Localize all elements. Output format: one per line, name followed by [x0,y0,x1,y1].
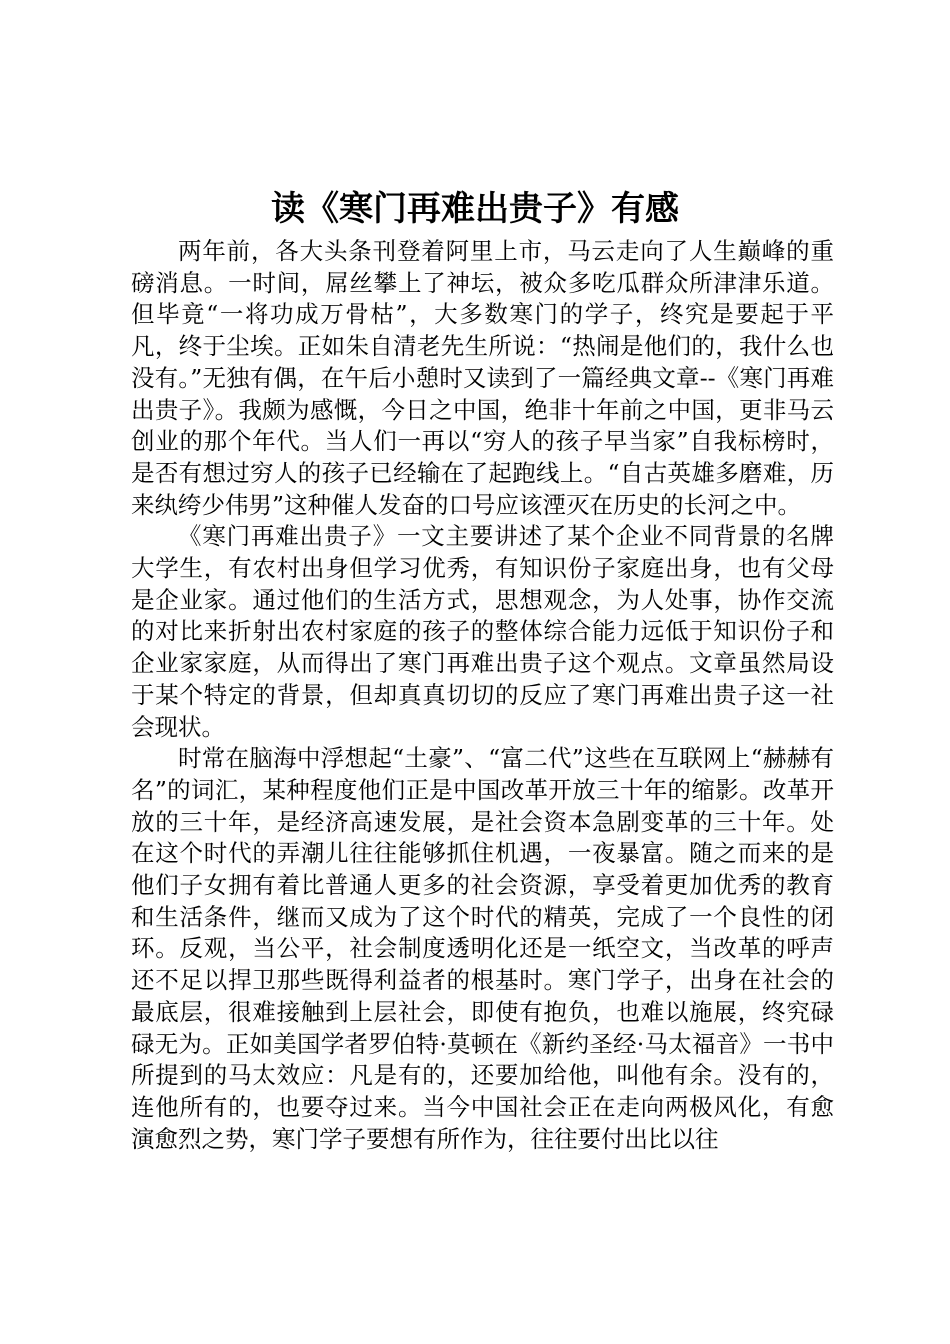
paragraph-3: 时常在脑海中浮想起“土豪”、“富二代”这些在互联网上“赫赫有名”的词汇，某种程度他们正是中国改革开放三十年的缩影。改革开放的三十年，是经济高速发展，是社会资本急剧变革的三十年。处在这个时代的弄潮儿往往能够抓住机遇，一夜暴富。随之而来的是他们子女拥有着比普通人更多的社会资源，享受着更加优秀的教育和生活条件，继而又成为了这个时代的精英，完成了一个良性的闭环。反观，当公平，社会制度透明化还是一纸空文，当改革的呼声还不足以捍卫那些既得利益者的根基时。寒门学子，出身在社会的最底层，很难接触到上层社会，即使有抱负，也难以施展，终究碌碌无为。正如美国学者罗伯特·莫顿在《新约圣经·马太福音》一书中所提到的马太效应：凡是有的，还要加给他，叫他有余。没有的，连他所有的，也要夺过来。当今中国社会正在走向两极风化，有愈演愈烈之势，寒门学子要想有所作为，往往要付出比以往 [131,744,834,1153]
paragraph-1: 两年前，各大头条刊登着阿里上市，马云走向了人生巅峰的重磅消息。一时间，屌丝攀上了神坛，被众多吃瓜群众所津津乐道。但毕竟“一将功成万骨枯”，大多数寒门的学子，终究是要起于平凡，终于尘埃。正如朱自清老先生所说：“热闹是他们的，我什么也没有。”无独有偶，在午后小憩时又读到了一篇经典文章--《寒门再难出贵子》。我颇为感慨，今日之中国，绝非十年前之中国，更非马云创业的那个年代。当人们一再以“穷人的孩子早当家”自我标榜时，是否有想过穷人的孩子已经输在了起跑线上。“自古英雄多磨难，历来纨绔少伟男”这种催人发奋的口号应该湮灭在历史的长河之中。 [131,237,834,519]
paragraph-2: 《寒门再难出贵子》一文主要讲述了某个企业不同背景的名牌大学生，有农村出身但学习优秀，有知识份子家庭出身，也有父母是企业家。通过他们的生活方式，思想观念，为人处事，协作交流的对比来折射出农村家庭的孩子的整体综合能力远低于知识份子和企业家家庭，从而得出了寒门再难出贵子这个观点。文章虽然局设于某个特定的背景，但却真真切切的反应了寒门再难出贵子这一社会现状。 [131,522,834,741]
document-title: 读《寒门再难出贵子》有感 [271,189,679,229]
document-body [131,236,834,1155]
